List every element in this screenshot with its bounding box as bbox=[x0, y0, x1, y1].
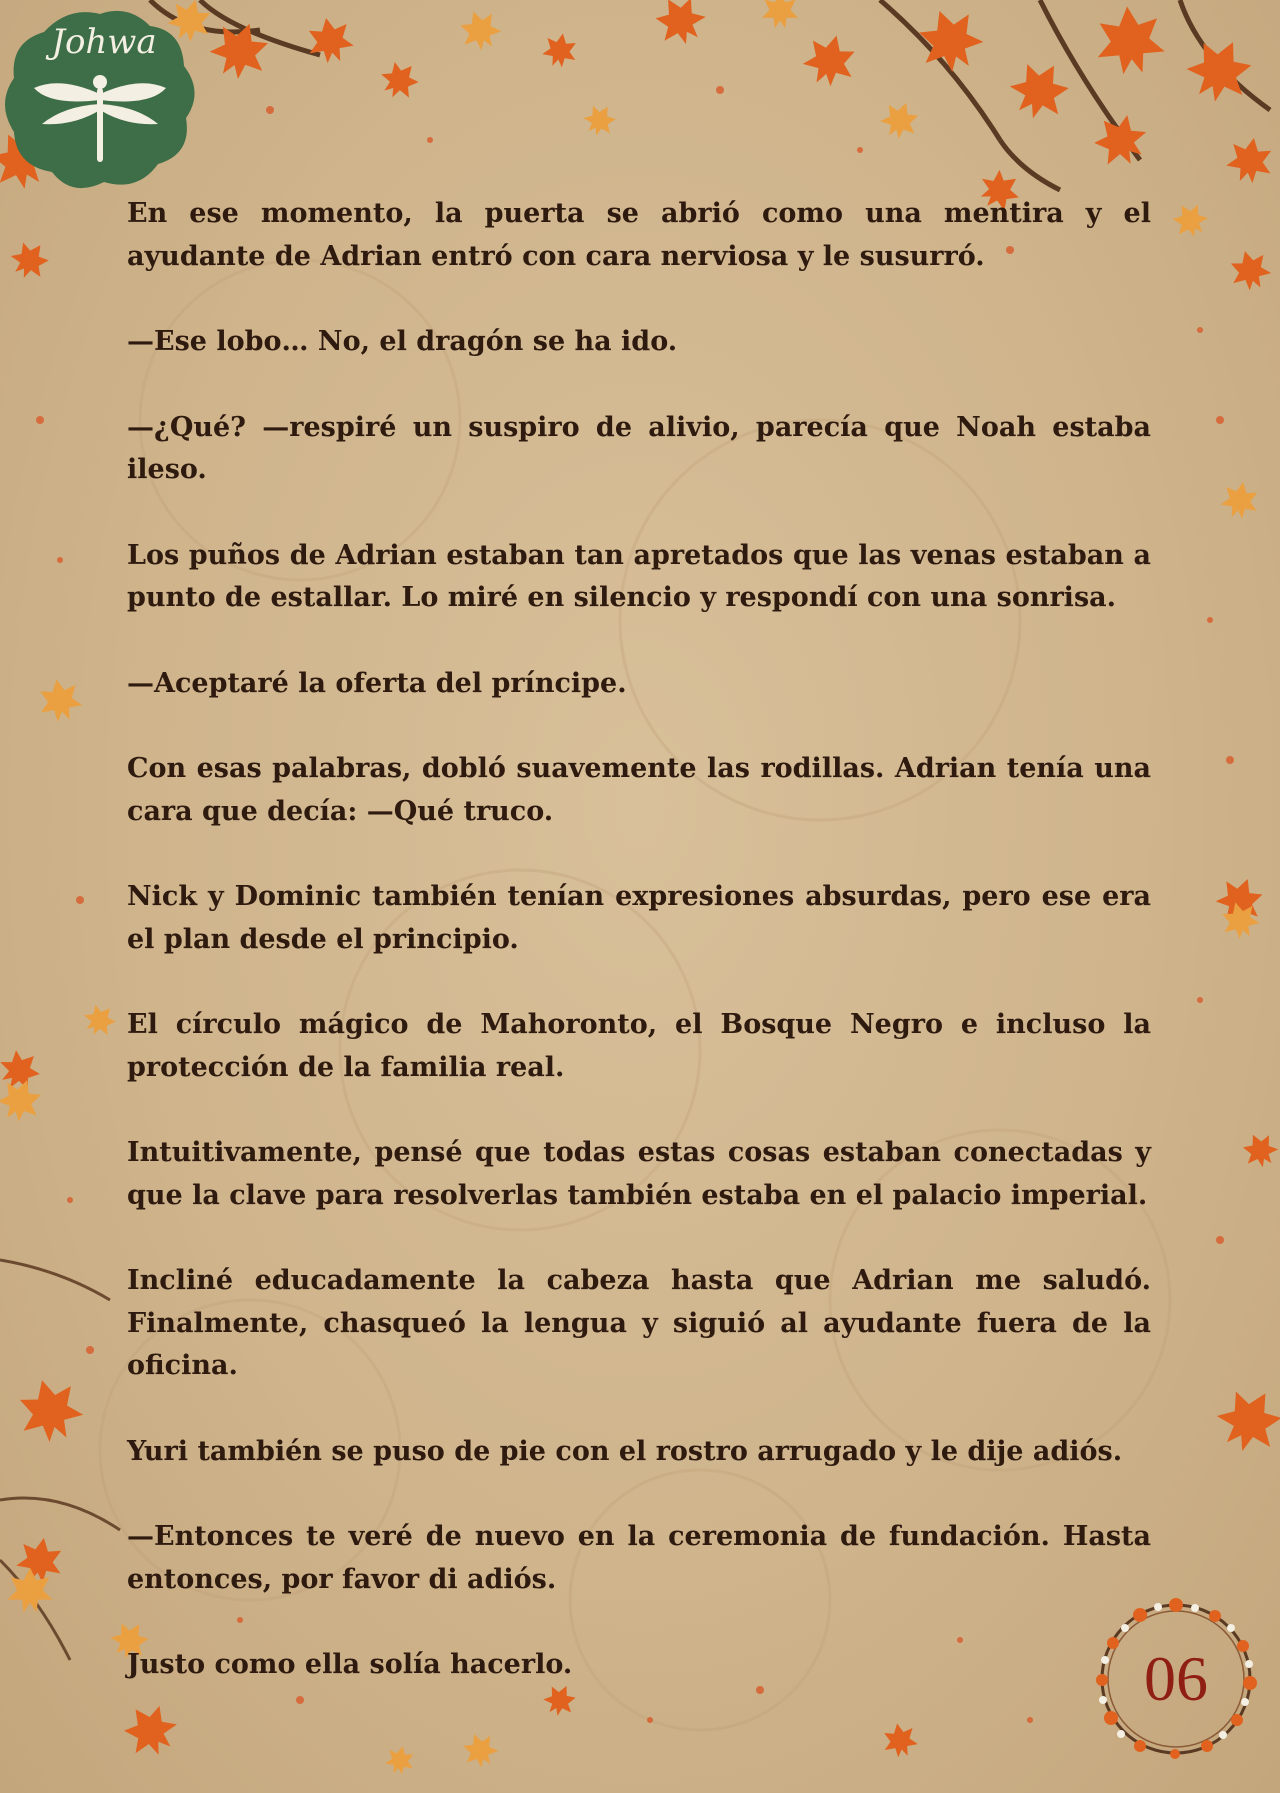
paragraph: Con esas palabras, dobló suavemente las rodillas. Adrian tenía una cara que decía: —Qué truco. bbox=[127, 753, 1151, 827]
paragraph: Justo como ella solía hacerlo. bbox=[127, 1649, 573, 1680]
story-text bbox=[127, 193, 1151, 1730]
paragraph: El círculo mágico de Mahoronto, el Bosque Negro e incluso la protección de la familia real. bbox=[127, 1009, 1151, 1083]
paragraph: —¿Qué? —respiré un suspiro de alivio, parecía que Noah estaba ileso. bbox=[127, 411, 1151, 485]
paragraph: Yuri también se puso de pie con el rostro arrugado y le dije adiós. bbox=[127, 1435, 1123, 1467]
paragraph: Nick y Dominic también tenían expresiones absurdas, pero ese era el plan desde el principio. bbox=[127, 881, 1151, 955]
paragraph: —Aceptaré la oferta del príncipe. bbox=[127, 667, 627, 699]
paragraph: —Ese lobo… No, el dragón se ha ido. bbox=[127, 326, 678, 357]
paragraph: Intuitivamente, pensé que todas estas cosas estaban conectadas y que la clave para resolverlas también estaba en el palacio imperial. bbox=[127, 1137, 1151, 1211]
logo-text: Johwa bbox=[51, 22, 157, 62]
page-number: 06 bbox=[1144, 1643, 1208, 1714]
paragraph: —Entonces te veré de nuevo en la ceremonia de fundación. Hasta entonces, por favor di adiós. bbox=[127, 1521, 1151, 1595]
brand-logo bbox=[0, 0, 200, 200]
paragraph: En ese momento, la puerta se abrió como una mentira y el ayudante de Adrian entró con cara nerviosa y le susurró. bbox=[127, 198, 1151, 272]
paragraph: Los puños de Adrian estaban tan apretados que las venas estaban a punto de estallar. Lo miré en silencio y respondí con una sonrisa. bbox=[127, 539, 1151, 613]
paragraph: Incliné educadamente la cabeza hasta que Adrian me saludó. Finalmente, chasqueó la lengua y siguió al ayudante fuera de la oficina. bbox=[127, 1265, 1151, 1381]
branch-left bbox=[0, 1260, 120, 1660]
page-number-badge bbox=[1085, 1588, 1267, 1770]
dragonfly-icon bbox=[30, 72, 170, 164]
